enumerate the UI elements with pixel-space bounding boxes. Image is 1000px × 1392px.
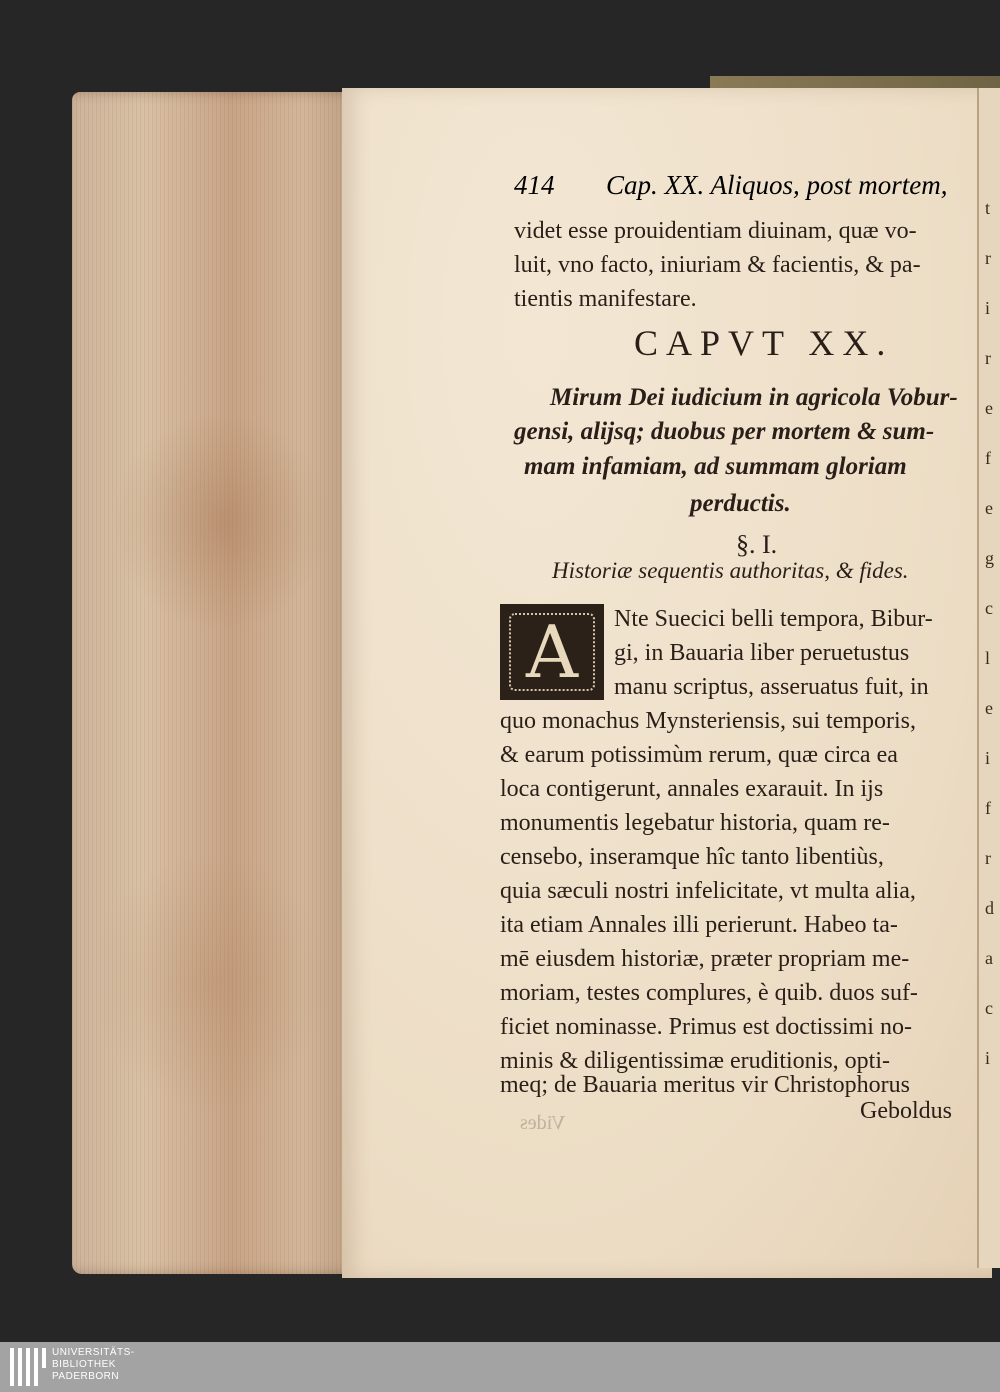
library-name-line: UNIVERSITÄTS-	[52, 1347, 135, 1358]
intro-line: luit, vno facto, iniuriam & facientis, & pa-	[514, 252, 921, 278]
chapter-subtitle-line: mam infamiam, ad summam gloriam	[524, 453, 907, 480]
section-number: §. I.	[736, 530, 778, 559]
body-line: gi, in Bauaria liber peruetustus	[614, 640, 910, 666]
body-line: meq; de Bauaria meritus vir Christophorus	[500, 1072, 910, 1098]
facing-page-letter: e	[985, 398, 993, 418]
body-line: mē eiusdem historiæ, præter propriam me-	[500, 946, 910, 972]
facing-page-letter: i	[985, 298, 991, 318]
body-line: ita etiam Annales illi perierunt. Habeo ta-	[500, 912, 898, 938]
library-name-line: PADERBORN	[52, 1371, 120, 1382]
facing-page-letter: g	[985, 548, 994, 568]
body-line: monumentis legebatur historia, quam re-	[500, 810, 890, 836]
body-line: minis & diligentissimæ eruditionis, opti-	[500, 1048, 891, 1074]
bleed-through-text: Vides	[520, 1112, 566, 1134]
body-line: moriam, testes complures, è quib. duos suf-	[500, 980, 918, 1006]
library-footer	[0, 1342, 1000, 1392]
chapter-title: CAPVT XX.	[634, 323, 894, 363]
body-line: ficiet nominasse. Primus est doctissimi no-	[500, 1014, 912, 1040]
facing-page-letter: f	[985, 448, 991, 468]
facing-page-letter: c	[985, 998, 993, 1018]
body-line: loca contigerunt, annales exarauit. In ijs	[500, 776, 884, 802]
facing-page-letter: l	[985, 648, 991, 668]
library-name	[52, 1347, 135, 1383]
facing-page-letter: d	[985, 898, 994, 918]
intro-line: tientis manifestare.	[514, 286, 697, 312]
chapter-subtitle-line: Mirum Dei iudicium in agricola Vobur-	[550, 384, 958, 411]
edge-stain	[92, 852, 332, 1112]
page-number: 414	[514, 170, 555, 200]
body-line: quo monachus Mynsteriensis, sui temporis,	[500, 708, 916, 734]
section-heading: Historiæ sequentis authoritas, & fides.	[552, 558, 909, 583]
body-line: censebo, inseramque hîc tanto libentiùs,	[500, 844, 884, 870]
facing-page-letter: a	[985, 948, 993, 968]
facing-page-letter: r	[985, 248, 991, 268]
facing-page-letter: e	[985, 498, 993, 518]
intro-line: videt esse prouidentiam diuinam, quæ vo-	[514, 218, 917, 244]
page-block-edge	[72, 92, 362, 1274]
facing-page-letter: f	[985, 798, 991, 818]
facing-page-letter: t	[985, 198, 991, 218]
running-head	[514, 170, 964, 206]
facing-page-letter: r	[985, 348, 991, 368]
chapter-subtitle-line: perductis.	[690, 490, 791, 517]
decorated-initial	[500, 604, 604, 700]
facing-page-letter: c	[985, 598, 993, 618]
body-line: & earum potissimùm rerum, quæ circa ea	[500, 742, 898, 768]
edge-stain	[112, 412, 332, 632]
body-line: Nte Suecici belli tempora, Bibur-	[614, 606, 933, 632]
library-name-line: BIBLIOTHEK	[52, 1359, 116, 1370]
facing-page-edge	[977, 88, 1000, 1268]
facing-page-letter: e	[985, 698, 993, 718]
chapter-subtitle-line: gensi, alijsq; duobus per mortem & sum-	[514, 418, 935, 445]
body-line: manu scriptus, asseruatus fuit, in	[614, 674, 929, 700]
library-logo-icon	[10, 1348, 46, 1386]
initial-letter: A	[526, 610, 578, 694]
facing-page-letter: i	[985, 1048, 991, 1068]
body-line: quia sæculi nostri infelicitate, vt multa alia,	[500, 878, 916, 904]
running-title: Cap. XX. Aliquos, post mortem,	[606, 170, 948, 200]
facing-page-letter: i	[985, 748, 991, 768]
facing-page-letter: r	[985, 848, 991, 868]
catchword: Geboldus	[860, 1098, 952, 1124]
